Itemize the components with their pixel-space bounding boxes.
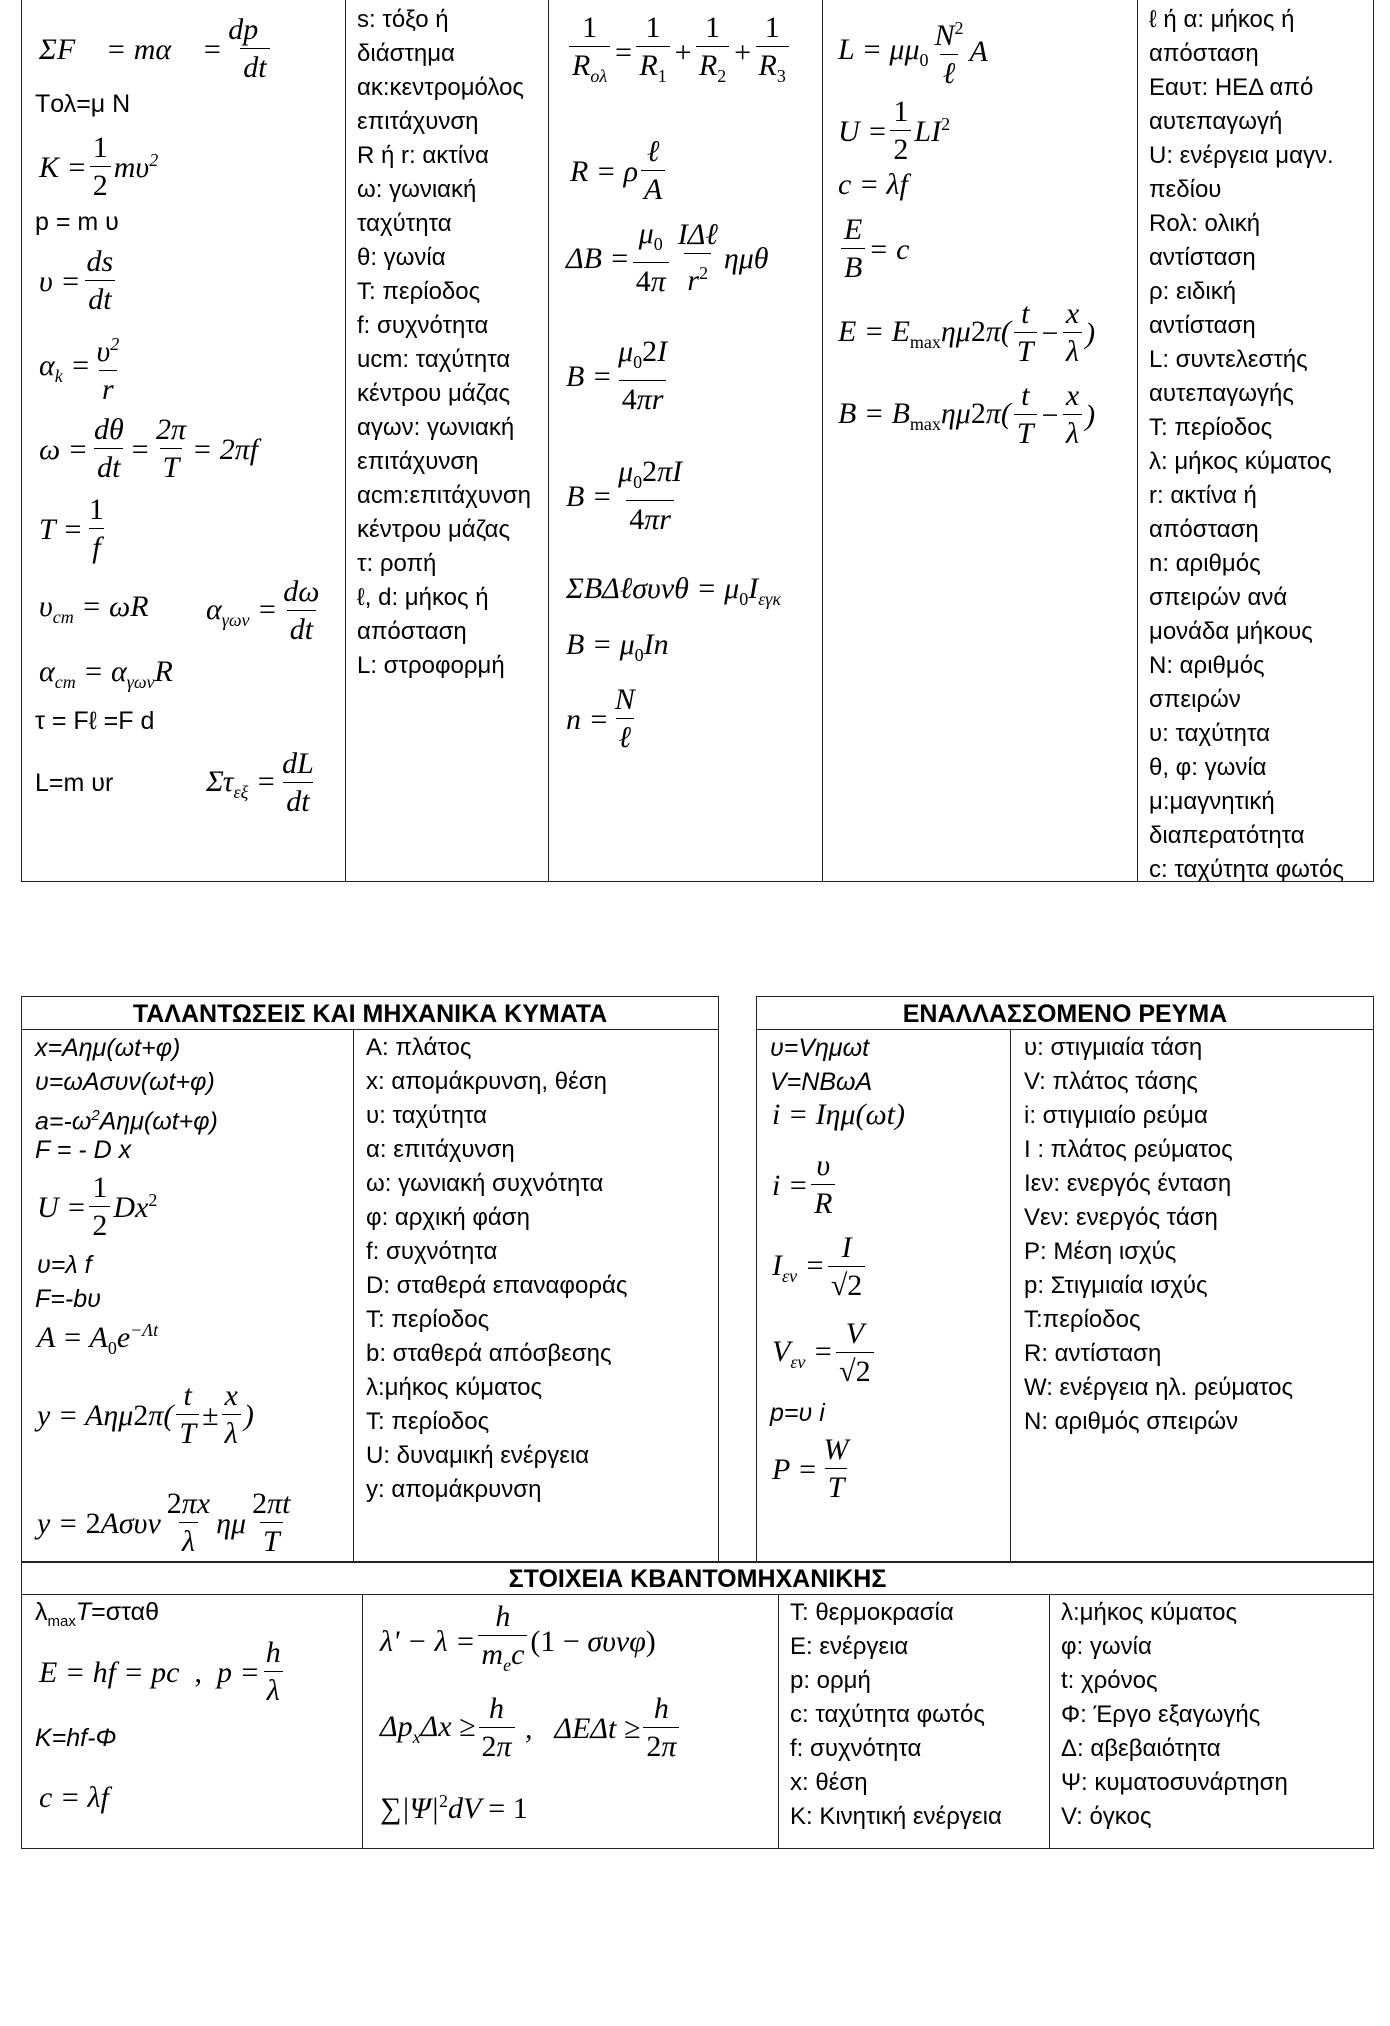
symbol-line: r: ακτίνα ή	[1149, 482, 1257, 509]
formula-voltage-amplitude: V=NBωA	[770, 1068, 873, 1096]
symbol-line: T: περίοδος	[1149, 414, 1273, 441]
formula-part: ω =	[39, 432, 88, 466]
symbol-line: E: ενέργεια	[790, 1633, 909, 1660]
formula-uncertainty	[380, 1691, 682, 1766]
symbol-line: x: θέση	[790, 1769, 868, 1796]
formula-traveling-wave	[37, 1378, 254, 1453]
formula-angular-velocity	[39, 412, 258, 487]
symbol-line: ucm: ταχύτητα	[357, 346, 511, 373]
symbol-line: απόσταση	[1149, 516, 1259, 543]
formula-line	[770, 1396, 825, 1430]
formula-part: $\alpha_k$ =	[39, 348, 91, 386]
formula-solenoid	[566, 628, 669, 666]
formula-acceleration: $a=-\omega^2A\eta\mu(\omega t+\varphi)$	[35, 1107, 218, 1136]
symbol-line: Ψ: κυματοσυνάρτηση	[1061, 1769, 1288, 1796]
formula-newton	[39, 12, 288, 87]
symbol-line: U: δυναμική ενέργεια	[366, 1442, 590, 1469]
formula-standing-wave	[37, 1486, 296, 1561]
formula-part: $LI^2$	[914, 114, 951, 148]
symbol-line: ℓ ή α: μήκος ή	[1149, 6, 1295, 33]
symbol-line: A: πλάτος	[366, 1034, 472, 1061]
fraction: $\frac{\text{ℓ}}{A}$	[641, 134, 665, 209]
symbol-line: ω: γωνιακή	[357, 176, 477, 203]
symbol-line: Iεν: ενεργός ένταση	[1024, 1170, 1232, 1197]
formula-part: −	[1039, 316, 1060, 350]
formula-damping-force: F=-bυ	[35, 1285, 101, 1313]
symbol-line: σπειρών	[1149, 686, 1241, 713]
symbol-line: T: περίοδος	[357, 278, 481, 305]
formula-line	[35, 1133, 131, 1167]
fraction: $\frac{t}{T}$	[1014, 378, 1037, 453]
symbol-line: I : πλάτος ρεύματος	[1024, 1136, 1233, 1163]
symbol-line: K: Κινητική ενέργεια	[790, 1803, 1002, 1830]
symbol-line: V: πλάτος τάσης	[1024, 1068, 1198, 1095]
symbol-line: T: θερμοκρασία	[790, 1599, 954, 1626]
formula-wien: $\lambda_{max}T=\sigma\tau\alpha\theta$	[35, 1598, 160, 1630]
formula-light-speed	[39, 1781, 109, 1815]
symbol-line: U: ενέργεια μαγν.	[1149, 142, 1334, 169]
fraction: $\frac{E}{B}$	[841, 212, 865, 287]
formula-instant-power: p=υ i	[770, 1399, 825, 1427]
symbol-line: λ:μήκος κύματος	[366, 1374, 543, 1401]
symbol-line: D: σταθερά επαναφοράς	[366, 1272, 628, 1299]
symbol-line: f: συχνότητα	[366, 1238, 498, 1265]
symbol-line: θ: γωνία	[357, 244, 446, 271]
symbol-line: αντίσταση	[1149, 312, 1256, 339]
fraction: $\frac{1}{R_3}$	[756, 10, 789, 95]
fraction: $\frac{\text{IΔℓ}}{r^2}$	[675, 217, 721, 300]
fraction: $\frac{W}{T}$	[821, 1432, 852, 1507]
fraction: $\frac{h}{2\pi}$	[479, 1691, 515, 1766]
formula-part: ΣF⃗ = mα⃗ =	[39, 32, 223, 66]
formula-part: ημθ	[723, 241, 769, 275]
fraction: $\frac{dL}{dt}$	[279, 746, 317, 821]
quantum-formulas-left	[21, 1595, 362, 1849]
formula-part: $\alpha_{\gamma\omega\nu}$ =	[206, 592, 278, 630]
formula-damped-amplitude	[37, 1320, 158, 1359]
quantum-formulas-right	[362, 1595, 778, 1849]
formula-part: $\Delta p_x\Delta x$ ≥	[380, 1709, 476, 1747]
symbol-line: σπειρών ανά	[1149, 584, 1288, 611]
symbol-line: αντίσταση	[1149, 244, 1256, 271]
formula-kinetic-energy	[39, 130, 158, 205]
symbol-line: κέντρου μάζας	[357, 516, 511, 543]
fraction: $\frac{x}{\lambda}$	[1063, 296, 1082, 371]
formula-circular-loop	[566, 454, 688, 539]
formula-part: Dx$^2$	[113, 1190, 158, 1224]
formula-part: $\sum|\Psi|^2dV = 1$	[380, 1791, 528, 1825]
formula-line	[770, 1031, 869, 1065]
formula-turn-density	[566, 682, 641, 757]
symbol-line: Vεν: ενεργός τάση	[1024, 1204, 1218, 1231]
formula-part: = 2πf	[191, 432, 259, 466]
symbol-line: αυτεπαγωγή	[1149, 108, 1283, 135]
symbol-line: i: στιγμιαίο ρεύμα	[1024, 1102, 1208, 1129]
symbol-line: Δ: αβεβαιότητα	[1061, 1735, 1221, 1762]
formula-potential-energy	[37, 1170, 157, 1245]
divider	[1049, 1595, 1050, 1849]
formula-part: y = 2Aσυν	[37, 1506, 161, 1540]
fraction: $\frac{h}{\lambda}$	[263, 1635, 284, 1710]
formula-line	[35, 1065, 215, 1099]
fraction: $\frac{1}{R_1}$	[636, 10, 669, 95]
fraction: $\frac{\mu_02I}{4\pi r}$	[615, 334, 670, 419]
formula-angular-momentum: L=m υr	[35, 769, 114, 797]
formula-part: c = λf	[838, 168, 908, 201]
symbol-line: R ή r: ακτίνα	[357, 142, 489, 169]
symbol-line: c: ταχύτητα φωτός	[1149, 856, 1344, 883]
formula-part: +	[672, 35, 693, 69]
formula-part: B =	[566, 479, 613, 513]
ac-current-formulas	[756, 1030, 1010, 1562]
formula-part: U =	[838, 114, 888, 148]
formula-part: )	[1085, 316, 1096, 350]
fraction: $\frac{d\theta}{dt}$	[91, 412, 127, 487]
symbol-line: τ: ροπή	[357, 550, 437, 577]
formula-e-over-b	[838, 212, 909, 287]
mechanics-formulas	[21, 0, 345, 882]
formula-part: =	[129, 432, 150, 466]
symbol-line: φ: γωνία	[1061, 1633, 1152, 1660]
symbol-line: απόσταση	[1149, 40, 1259, 67]
symbol-line: ακ:κεντρομόλος	[357, 74, 524, 101]
fraction: $\frac{dp⃗}{dt}$	[225, 12, 284, 87]
fraction: $\frac{x}{\lambda}$	[1063, 378, 1082, 453]
fraction: $\frac{1}{2}$	[890, 94, 911, 169]
formula-part: λ' − λ =	[380, 1624, 476, 1658]
symbol-line: Rολ: ολική	[1149, 210, 1261, 237]
formula-part: A	[969, 34, 988, 68]
symbol-line: διάστημα	[357, 40, 455, 67]
symbol-line: x: απομάκρυνση, θέση	[366, 1068, 607, 1095]
formula-part: $B = B_{max}\eta\mu 2\pi$(	[838, 396, 1011, 434]
formula-part: )	[243, 1398, 254, 1432]
divider	[353, 1030, 354, 1562]
formula-part: $L = \mu\mu_0$	[838, 32, 929, 70]
formula-resistors-parallel	[566, 10, 792, 95]
formula-part: B =	[566, 359, 613, 393]
fraction: $\frac{x}{\lambda}$	[221, 1378, 240, 1453]
symbol-line: υ: ταχύτητα	[1149, 720, 1271, 747]
fraction: $\frac{1}{R_2}$	[696, 10, 729, 95]
symbol-line: W: ενέργεια ηλ. ρεύματος	[1024, 1374, 1294, 1401]
symbol-line: L: στροφορμή	[357, 652, 505, 679]
symbol-line: διαπερατότητα	[1149, 822, 1305, 849]
divider	[778, 1595, 779, 1849]
ac-current-symbols	[1024, 1031, 1374, 1439]
formula-acm	[39, 655, 173, 693]
formula-velocity	[39, 244, 119, 319]
symbol-line: P: Μέση ισχύς	[1024, 1238, 1177, 1265]
symbol-line: N: αριθμός σπειρών	[1024, 1408, 1239, 1435]
fraction: $\frac{t}{T}$	[1014, 296, 1037, 371]
fraction: $\frac{N^2}{\text{ℓ}}$	[932, 10, 967, 93]
formula-part: K =	[39, 150, 87, 184]
formula-b-field-wave	[838, 378, 1095, 453]
formula-part: +	[732, 35, 753, 69]
divider	[1010, 1030, 1011, 1562]
symbol-line: απόσταση	[357, 618, 467, 645]
formula-part: c = λf	[39, 1781, 109, 1814]
formula-part: ΣBΔℓσυνθ = $\mu_0I_{\varepsilon\gamma\kappa}$	[566, 572, 782, 609]
formula-part: $V_{\varepsilon\nu}$ =	[772, 1334, 834, 1372]
symbol-line: πεδίου	[1149, 176, 1222, 203]
formula-instant-current	[772, 1098, 905, 1132]
symbol-line: t: χρόνος	[1061, 1667, 1158, 1694]
formula-momentum: p = m υ	[35, 208, 119, 236]
fraction: $\frac{2\pi t}{T}$	[249, 1486, 293, 1561]
symbol-line: Eαυτ: ΗΕΔ από	[1149, 74, 1314, 101]
symbol-line: ρ: ειδική	[1149, 278, 1237, 305]
formula-instant-voltage: υ=Vημωt	[770, 1034, 870, 1062]
formula-torque-sum	[206, 746, 320, 821]
formula-part: $E = E_{max}\eta\mu 2\pi$(	[838, 314, 1011, 352]
oscillations-symbols	[366, 1031, 716, 1507]
formula-part: , ΔEΔt ≥	[517, 1711, 641, 1745]
formula-e-field-wave	[838, 296, 1095, 371]
symbol-line: μονάδα μήκους	[1149, 618, 1313, 645]
fraction: $\frac{I}{√2}$	[828, 1230, 865, 1305]
fraction: $\frac{2\pi}{T}$	[153, 412, 189, 487]
formula-line	[35, 1282, 101, 1316]
fraction: $\frac{\mu_02\pi I}{4\pi r}$	[615, 454, 685, 539]
formula-part: )	[1085, 398, 1096, 432]
formula-part: $\upsilon_{cm} = \omega R$	[39, 590, 149, 627]
formula-resistivity	[570, 134, 668, 209]
symbol-line: επιτάχυνση	[357, 108, 479, 135]
formula-part: $I_{\varepsilon\nu}$ =	[772, 1248, 825, 1286]
fraction: $\frac{h}{m_ec}$	[478, 1599, 527, 1684]
formula-part: υ =	[39, 264, 81, 298]
fraction: $\frac{\upsilon}{R}$	[811, 1148, 835, 1223]
formula-inductance	[838, 10, 988, 93]
formula-part: = c	[868, 232, 910, 266]
symbol-line: μ:μαγνητική	[1149, 788, 1275, 815]
formula-displacement: x=Aημ(ωt+φ)	[35, 1034, 181, 1062]
symbol-line: λ: μήκος κύματος	[1149, 448, 1332, 475]
formula-part: ημ	[216, 1506, 247, 1540]
formula-rms-current	[772, 1230, 868, 1305]
symbol-line: επιτάχυνση	[357, 448, 479, 475]
fraction: $\frac{h}{2\pi}$	[643, 1691, 679, 1766]
formula-wave-speed	[838, 168, 908, 202]
formula-friction: Tολ=μ N	[35, 90, 131, 118]
formula-part: $\alpha_{cm} = \alpha_{\gamma\omega\nu}R$	[39, 655, 173, 692]
symbol-line: L: συντελεστής	[1149, 346, 1308, 373]
formula-photoelectric: K=hf-Φ	[35, 1724, 117, 1752]
symbol-line: s: τόξο ή	[357, 6, 449, 33]
symbol-line: φ: αρχική φάση	[366, 1204, 530, 1231]
symbol-line: T: περίοδος	[366, 1306, 490, 1333]
symbol-line: υ: στιγμιαία τάση	[1024, 1034, 1203, 1061]
fraction: $\frac{V}{√2}$	[836, 1316, 873, 1391]
fraction: $\frac{1}{R_{o\lambda}}$	[569, 10, 610, 95]
symbol-line: αcm:επιτάχυνση	[357, 482, 532, 509]
symbol-line: αγων: γωνιακή	[357, 414, 515, 441]
symbol-line: y: απομάκρυνση	[366, 1476, 542, 1503]
symbol-line: c: ταχύτητα φωτός	[790, 1701, 985, 1728]
symbol-line: κέντρου μάζας	[357, 380, 511, 407]
formula-centripetal	[39, 326, 125, 409]
quantum-symbols-a	[790, 1596, 1045, 1834]
formula-vcm	[39, 590, 149, 628]
formula-part: i = Iημ(ωt)	[772, 1098, 906, 1131]
formula-average-power	[772, 1432, 855, 1507]
formula-rms-voltage	[772, 1316, 877, 1391]
symbol-line: N: αριθμός	[1149, 652, 1265, 679]
fraction: $\frac{2\pi x}{\lambda}$	[164, 1486, 213, 1561]
symbol-line: ω: γωνιακή συχνότητα	[366, 1170, 604, 1197]
symbol-line: θ, φ: γωνία	[1149, 754, 1267, 781]
formula-photon-energy	[39, 1635, 287, 1710]
quantum-title: ΣΤΟΙΧΕΙΑ ΚΒΑΝΤΟΜΗΧΑΝΙΚΗΣ	[508, 1565, 887, 1593]
formula-velocity: υ=ωAσυν(ωt+φ)	[35, 1068, 215, 1096]
formula-compton	[380, 1599, 656, 1684]
divider	[345, 0, 346, 882]
formula-line	[35, 1031, 180, 1065]
symbol-line: αυτεπαγωγής	[1149, 380, 1294, 407]
formula-line	[770, 1065, 872, 1099]
fraction: $\frac{\upsilon^2}{r}$	[94, 326, 123, 409]
formula-part: $A = A_0e^{-\Lambda t}$	[37, 1320, 159, 1358]
formula-part: y = Aημ2π(	[37, 1398, 174, 1432]
formula-wave-speed: υ=λ f	[37, 1251, 92, 1279]
fraction: $\frac{\mu_0}{4\pi}$	[633, 216, 669, 301]
symbol-line: f: συχνότητα	[790, 1735, 922, 1762]
formula-part: ±	[202, 1398, 219, 1432]
symbol-line: b: σταθερά απόσβεσης	[366, 1340, 612, 1367]
formula-part: E = hf = pc , p =	[39, 1655, 260, 1689]
formula-angular-acceleration	[206, 574, 325, 649]
symbol-line: V: όγκος	[1061, 1803, 1152, 1830]
formula-part: n =	[566, 702, 609, 736]
symbol-line: T: περίοδος	[366, 1408, 490, 1435]
symbol-line: ταχύτητα	[357, 210, 452, 237]
symbol-line: f: συχνότητα	[357, 312, 489, 339]
formula-torque: τ = Fℓ =F d	[35, 707, 155, 735]
quantum-symbols-b	[1061, 1596, 1371, 1834]
symbol-line: T:περίοδος	[1024, 1306, 1141, 1333]
formula-part: i =	[772, 1168, 809, 1202]
formula-part: T =	[39, 512, 83, 546]
formula-straight-wire	[566, 334, 673, 419]
formula-part: =	[613, 35, 634, 69]
induction-wave-formulas	[822, 0, 1137, 882]
symbol-line: ℓ, d: μήκος ή	[357, 584, 489, 611]
oscillations-formulas	[21, 1030, 353, 1562]
divider	[1137, 0, 1138, 882]
formula-part: R = ρ	[570, 154, 638, 188]
formula-normalization	[380, 1791, 528, 1826]
formula-part: U =	[37, 1190, 87, 1224]
formula-period	[39, 492, 110, 567]
symbol-line: p: Στιγμιαία ισχύς	[1024, 1272, 1208, 1299]
formula-part: $B = \mu_0In$	[566, 628, 669, 665]
fraction: $\frac{1}{f}$	[86, 492, 107, 567]
fraction: $\frac{N}{\text{ℓ}}$	[612, 682, 638, 757]
fraction: $\frac{1}{2}$	[90, 130, 111, 205]
fraction: $\frac{t}{T}$	[176, 1378, 199, 1453]
formula-restoring-force: F = - D x	[35, 1136, 132, 1164]
symbol-line: R: αντίσταση	[1024, 1340, 1162, 1367]
formula-part: $\Sigma\tau_{\varepsilon\xi}$ =	[206, 764, 277, 802]
electromagnetism-formulas	[548, 0, 822, 882]
symbol-line: λ:μήκος κύματος	[1061, 1599, 1238, 1626]
formula-ohm	[772, 1148, 838, 1223]
formula-part: (1 − συνφ)	[530, 1624, 656, 1658]
oscillations-title: ΤΑΛΑΝΤΩΣΕΙΣ ΚΑΙ ΜΗΧΑΝΙΚΑ ΚΥΜΑΤΑ	[132, 1000, 608, 1028]
formula-ampere	[566, 572, 781, 610]
formula-part: P =	[772, 1452, 818, 1486]
symbol-line: n: αριθμός	[1149, 550, 1261, 577]
formula-line	[37, 1248, 92, 1282]
electromagnetism-symbols	[1149, 3, 1379, 887]
ac-current-title: ΕΝΑΛΛΑΣΣΟΜΕΝΟ ΡΕΥΜΑ	[902, 1000, 1228, 1028]
symbol-line: υ: ταχύτητα	[366, 1102, 488, 1129]
formula-part: −	[1039, 398, 1060, 432]
fraction: $\frac{1}{2}$	[89, 1170, 110, 1245]
formula-part: $m\upsilon^2$	[113, 150, 159, 184]
fraction: $\frac{ds}{dt}$	[84, 244, 117, 319]
symbol-line: α: επιτάχυνση	[366, 1136, 515, 1163]
mechanics-symbols	[357, 3, 547, 683]
formula-biot-savart	[566, 216, 769, 301]
formula-part: ΔB =	[566, 241, 630, 275]
symbol-line: p: ορμή	[790, 1667, 871, 1694]
symbol-line: Φ: Έργο εξαγωγής	[1061, 1701, 1261, 1728]
formula-magnetic-energy	[838, 94, 950, 169]
fraction: $\frac{d\omega}{dt}$	[280, 574, 322, 649]
